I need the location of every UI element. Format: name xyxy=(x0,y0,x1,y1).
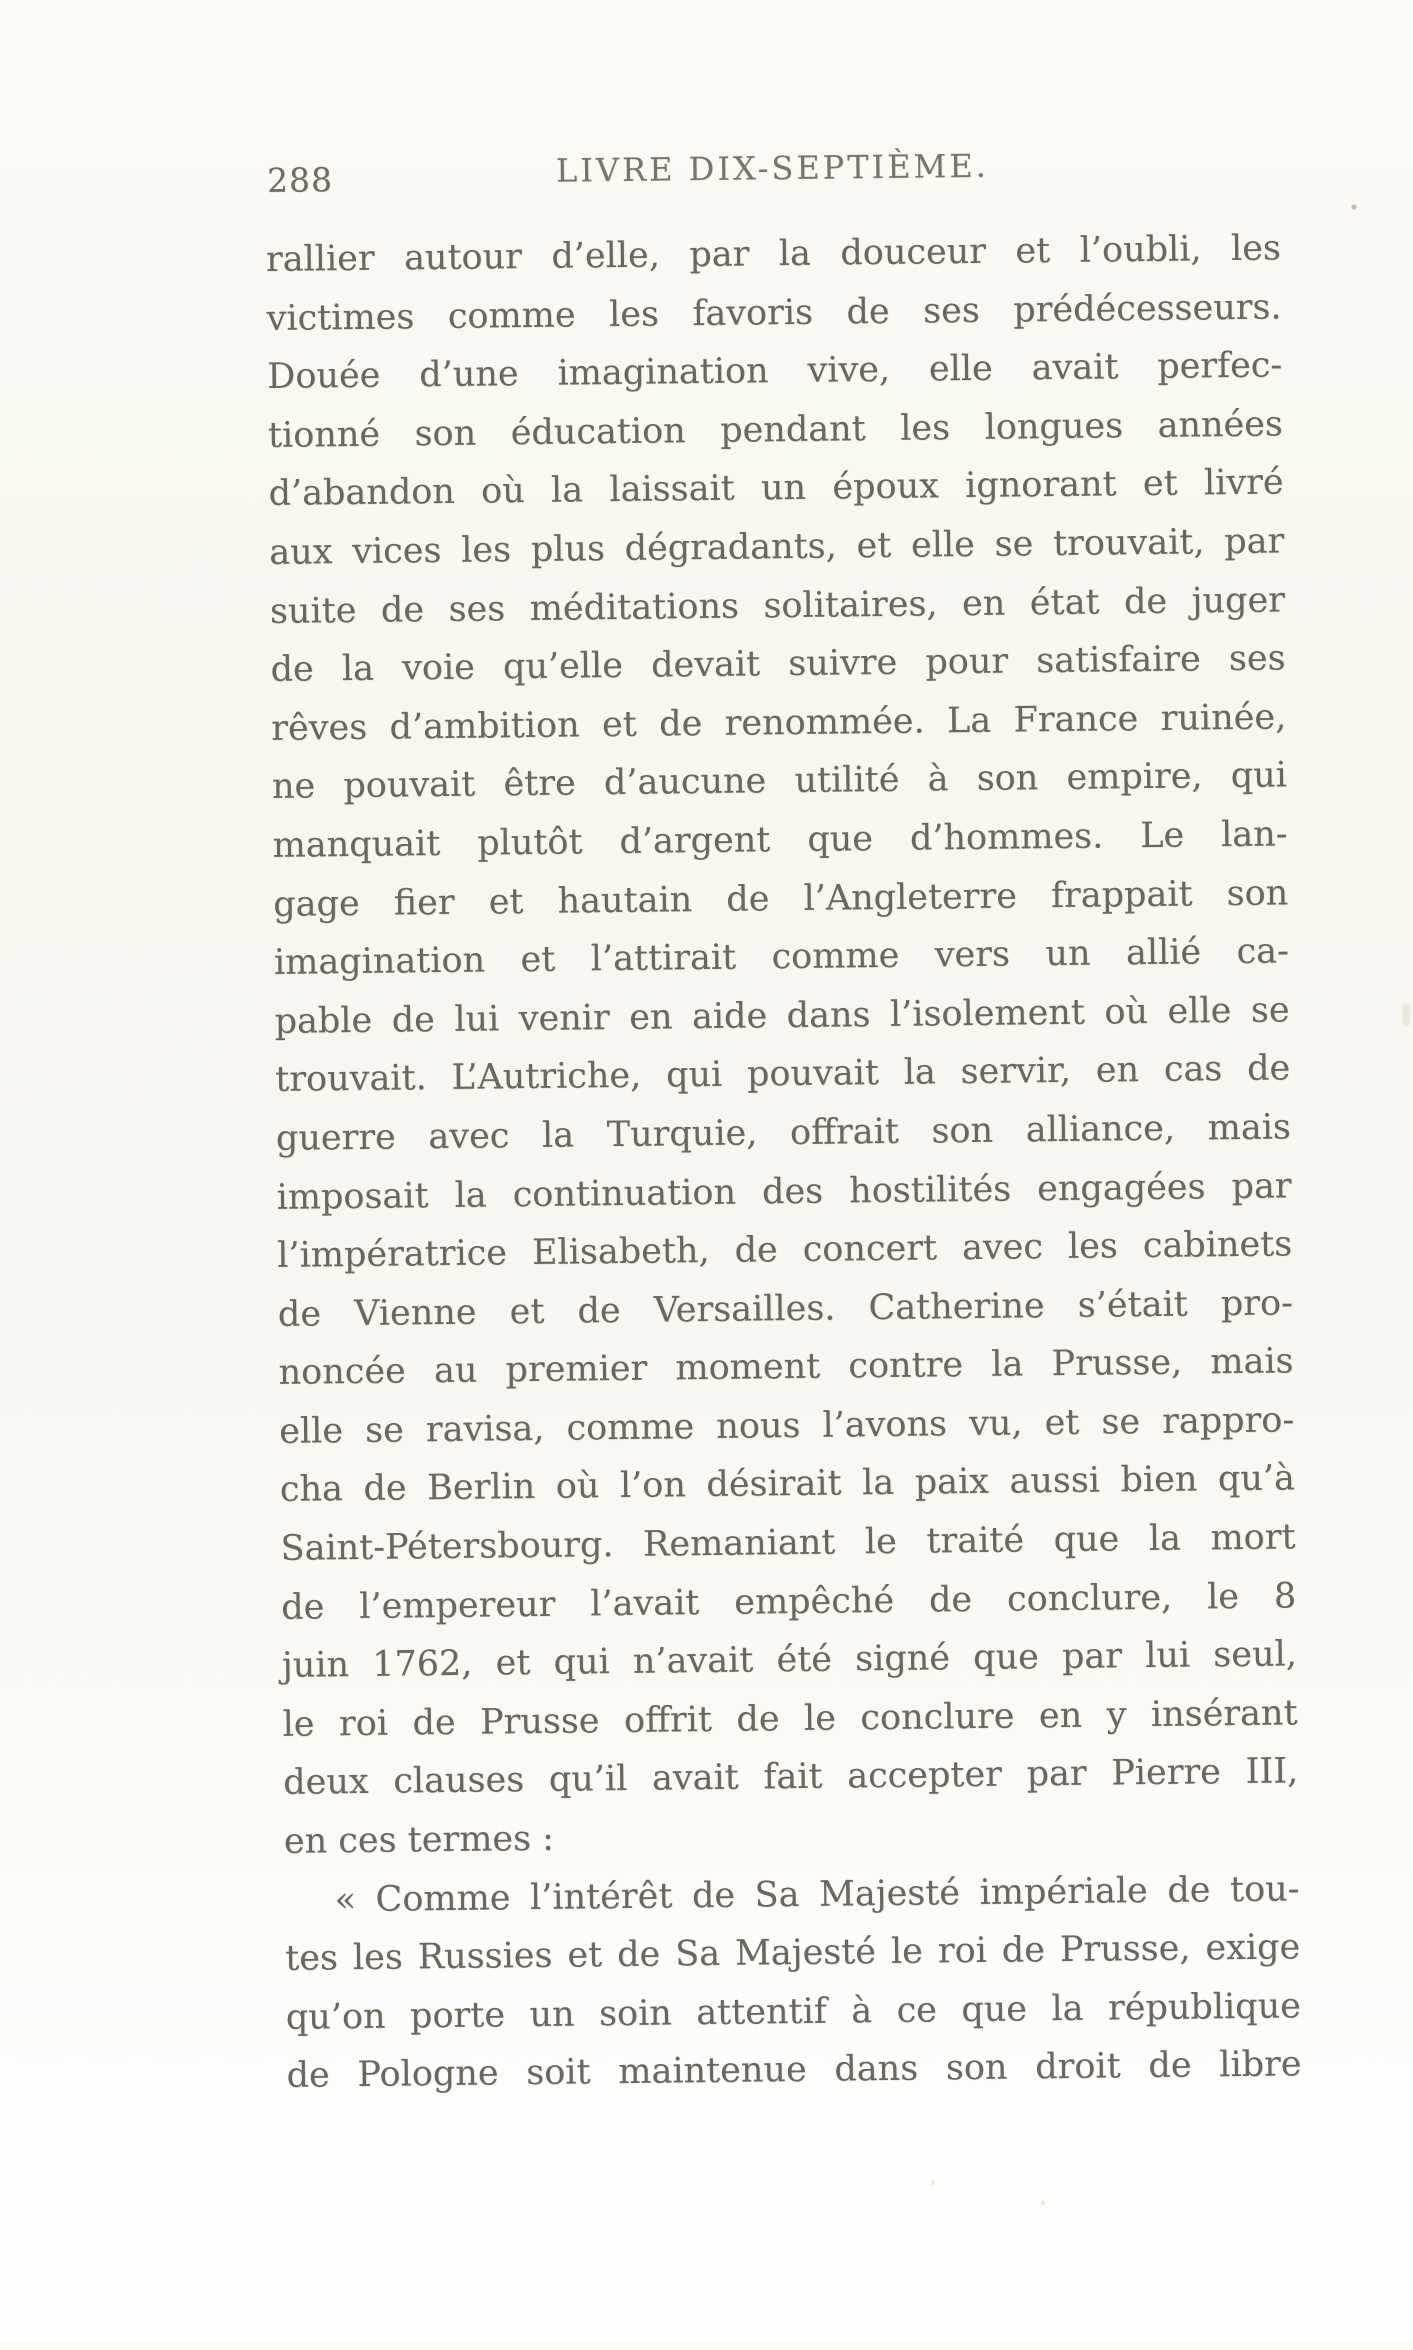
text-line: « Comme l’intérêt de Sa Majesté impériale de tou- xyxy=(334,1868,1300,1920)
text-line: deux clauses qu’il avait fait accepter par Pierre III, xyxy=(283,1751,1299,1804)
text-line: qu’on porte un soin attentif à ce que la république xyxy=(285,1986,1302,2038)
text-line: en ces termes : xyxy=(283,1818,555,1862)
text-line: d’abandon où la laissait un époux ignorant et livré xyxy=(268,462,1284,515)
text-line: de Vienne et de Versailles. Catherine s’était pro- xyxy=(277,1283,1294,1335)
text-line: trouvait. L’Autriche, qui pouvait la servir, en cas de xyxy=(275,1048,1291,1101)
page-number: 288 xyxy=(266,160,334,200)
text-line: pable de lui venir en aide dans l’isolement où elle se xyxy=(274,990,1290,1042)
page-header-row xyxy=(265,143,1280,199)
text-line: noncée au premier moment contre la Prusse, mais xyxy=(278,1341,1294,1394)
text-line: tionné son éducation pendant les longues années xyxy=(267,404,1284,456)
text-line: tes les Russies et de Sa Majesté le roi de Prusse, exige xyxy=(285,1927,1301,1980)
text-line: elle se ravisa, comme nous l’avons vu, et se rappro- xyxy=(279,1400,1295,1452)
text-line: Douée d’une imagination vive, elle avait perfec- xyxy=(267,345,1283,398)
text-line: juin 1762, et qui n’avait été signé que par lui seul, xyxy=(281,1634,1298,1687)
text-line: rêves d’ambition et de renommée. La France ruinée, xyxy=(271,697,1287,749)
text-line: l’impératrice Elisabeth, de concert avec les cabinets xyxy=(277,1224,1293,1276)
text-line: de l’empereur l’avait empêché de conclure, le 8 xyxy=(281,1576,1297,1628)
text-line: de la voie qu’elle devait suivre pour satisfaire ses xyxy=(270,638,1286,691)
text-line: Saint-Pétersbourg. Remaniant le traité que la mort xyxy=(280,1517,1296,1569)
text-line: aux vices les plus dégradants, et elle se trouvait, par xyxy=(269,521,1285,573)
text-line: ne pouvait être d’aucune utilité à son empire, qui xyxy=(271,755,1288,808)
text-line: gage fier et hautain de l’Angleterre frappait son xyxy=(273,872,1289,925)
paper-speck xyxy=(1041,2200,1045,2205)
paper-speck xyxy=(1402,1004,1409,1026)
text-line: suite de ses méditations solitaires, en état de juger xyxy=(269,579,1286,632)
running-title: LIVRE DIX-SEPTIÈME. xyxy=(555,146,990,190)
text-line: manquait plutôt d’argent que d’hommes. Le lan- xyxy=(272,814,1288,866)
text-line: rallier autour d’elle, par la douceur et l’oubli, les xyxy=(265,228,1282,280)
text-line: le roi de Prusse offrit de le conclure en y insérant xyxy=(282,1693,1298,1745)
text-line: victimes comme les favoris de ses prédécesseurs. xyxy=(266,287,1282,339)
text-line: imagination et l’attirait comme vers un allié ca- xyxy=(273,931,1290,984)
text-line: imposait la continuation des hostilités engagées par xyxy=(276,1165,1292,1218)
text-line: guerre avec la Turquie, offrait son alliance, mais xyxy=(275,1107,1292,1159)
text-line: cha de Berlin où l’on désirait la paix aussi bien qu’à xyxy=(279,1458,1296,1511)
paper-speck xyxy=(1351,205,1356,210)
text-line: de Pologne soit maintenue dans son droit de libre xyxy=(286,2044,1302,2097)
body-text xyxy=(266,219,1302,2105)
paper-speck xyxy=(931,2179,935,2185)
